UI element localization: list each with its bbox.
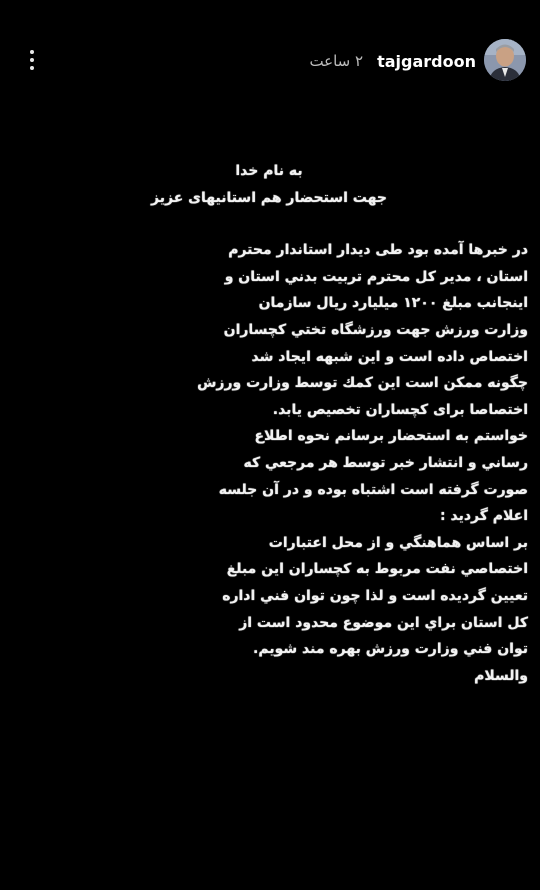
subtitle-line: جهت استحضار هم استانيهاى عزيز bbox=[151, 189, 387, 206]
text-line: تعيين گرديده است و لذا چون توان فني اداره bbox=[222, 587, 528, 604]
text-line: اختصاصا براى كچساران تخصيص يابد. bbox=[272, 401, 528, 418]
text-line: چگونه ممكن است اين كمك توسط وزارت ورزش bbox=[197, 375, 528, 392]
text-line: اينجانب مبلغ ۱۲۰۰ ميليارد ريال سازمان bbox=[258, 295, 528, 312]
more-options-button[interactable] bbox=[22, 46, 42, 74]
text-line: صورت گرفته است اشتباه بوده و در آن جلسه bbox=[218, 481, 528, 498]
story-header bbox=[0, 36, 540, 86]
paragraph-gap bbox=[10, 211, 528, 237]
username-link[interactable]: tajgardoon bbox=[377, 51, 476, 71]
text-line: اختصاصي نفت مربوط به كچساران اين مبلغ bbox=[226, 561, 528, 578]
story-meta bbox=[309, 46, 476, 76]
text-line: توان فني وزارت ورزش بهره مند شويم. bbox=[253, 641, 528, 658]
text-line: والسلام bbox=[474, 667, 528, 684]
text-line: رساني و انتشار خبر توسط هر مرجعي كه bbox=[243, 454, 528, 471]
text-line: وزارت ورزش جهت ورزشگاه تختي كچساران bbox=[223, 321, 528, 338]
more-vertical-icon-dot bbox=[30, 66, 34, 70]
more-vertical-icon bbox=[30, 50, 34, 54]
text-line: خواستم به استحضار برسانم نحوه اطلاع bbox=[254, 428, 528, 445]
profile-photo-icon bbox=[484, 39, 526, 81]
avatar[interactable] bbox=[484, 39, 526, 81]
text-line: استان ، مدير كل محترم تربيت بدني استان و bbox=[224, 268, 528, 285]
text-line: اعلام گرديد : bbox=[440, 508, 528, 525]
more-vertical-icon-dot bbox=[30, 58, 34, 62]
text-line: اختصاص داده است و اين شبهه ايجاد شد bbox=[251, 348, 528, 365]
text-line: كل استان براي اين موضوع محدود است از bbox=[239, 614, 528, 631]
greeting-line: به نام خدا bbox=[235, 163, 303, 179]
story-timestamp: ۲ ساعت bbox=[309, 52, 364, 70]
text-line: بر اساس هماهنگي و از محل اعتبارات bbox=[268, 534, 528, 551]
text-line: در خبرها آمده بود طی دیدار استاندار محترم bbox=[228, 242, 528, 259]
story-text bbox=[10, 158, 528, 689]
